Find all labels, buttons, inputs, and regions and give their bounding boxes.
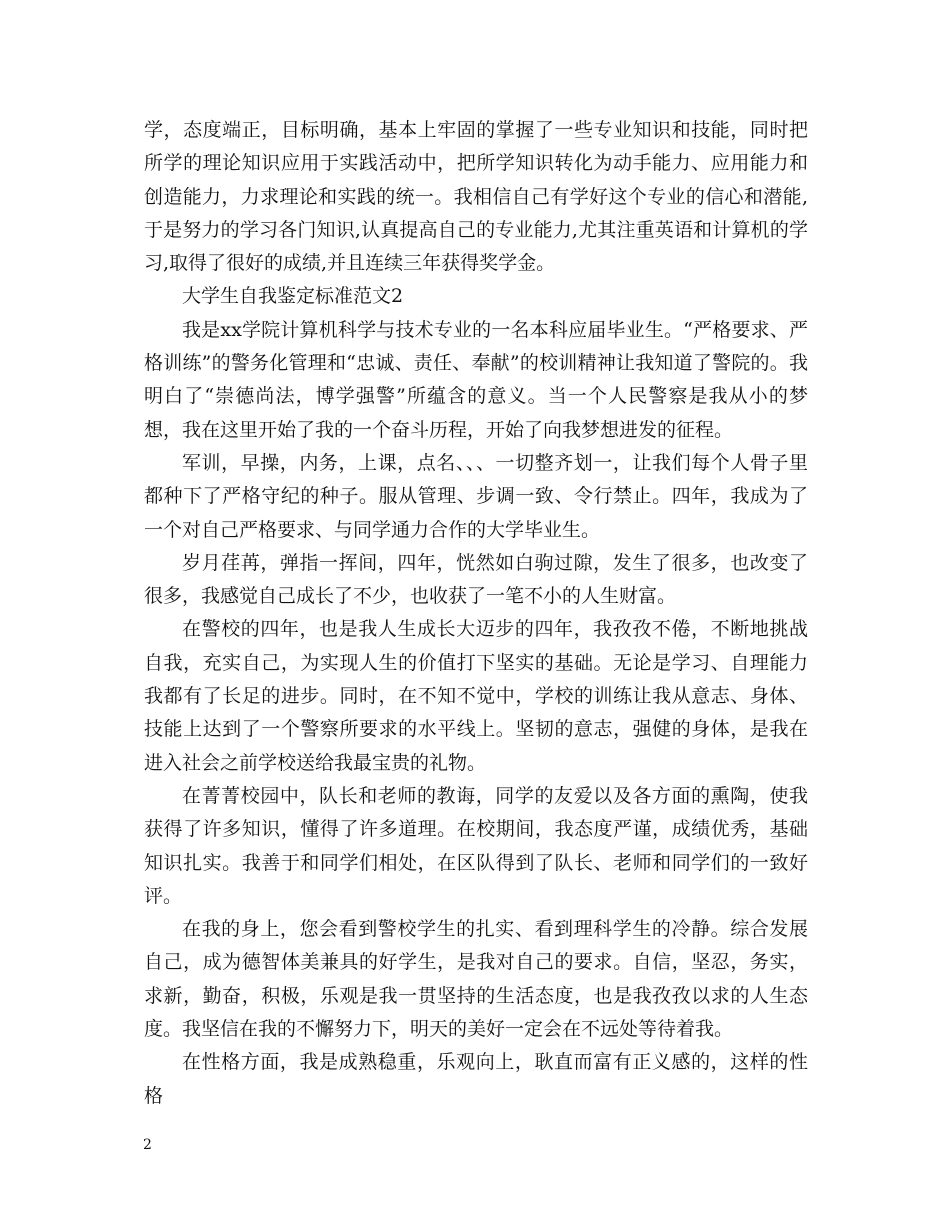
paragraph-growth: 在警校的四年，也是我人生成长大迈步的四年，我孜孜不倦，不断地挑战自我，充实自己，为实现人生的价值打下坚实的基础。无论是学习、自理能力我都有了长足的进步。同时，在不知不觉中，学校的训练让我从意志、身体、技能上达到了一个警察所要求的水平线上。坚韧的意志，强健的身体，是我在进入社会之前学校送给我最宝贵的礼物。 xyxy=(144,618,808,774)
paragraph-introduction: 我是xx学院计算机科学与技术专业的一名本科应届毕业生。“严格要求、严格训练”的警务化管理和“忠诚、责任、奉献”的校训精神让我知道了警院的。我明白了“崇德尚法，博学强警”所蕴含的意义。当一个人民警察是我从小的梦想，我在这里开始了我的一个奋斗历程，开始了向我梦想进发的征程。 xyxy=(144,318,808,441)
paragraph-continued-study: 学，态度端正，目标明确，基本上牢固的掌握了一些专业知识和技能，同时把所学的理论知识应用于实践活动中，把所学知识转化为动手能力、应用能力和创造能力，力求理论和实践的统一。我相信自己有学好这个专业的信心和潜能,于是努力的学习各门知识,认真提高自己的专业能力,尤其注重英语和计算机的学习,取得了很好的成绩,并且连续三年获得奖学金。 xyxy=(144,119,808,275)
paragraph-personality: 在性格方面，我是成熟稳重，乐观向上，耿直而富有正义感的，这样的性格 xyxy=(144,1051,808,1107)
document-body xyxy=(144,114,808,1113)
paragraph-self-requirements: 在我的身上，您会看到警校学生的扎实、看到理科学生的冷静。综合发展自己，成为德智体美兼具的好学生，是我对自己的要求。自信，坚忍，务实，求新，勤奋，积极，乐观是我一贯坚持的生活态度，也是我孜孜以求的人生态度。我坚信在我的不懈努力下，明天的美好一定会在不远处等待着我。 xyxy=(144,918,808,1041)
paragraph-campus: 在菁菁校园中，队长和老师的教诲，同学的友爱以及各方面的熏陶，使我获得了许多知识，懂得了许多道理。在校期间，我态度严谨，成绩优秀，基础知识扎实。我善于和同学们相处，在区队得到了队长、老师和同学们的一致好评。 xyxy=(144,784,808,907)
paragraph-military-training: 军训，早操，内务，上课，点名、、、一切整齐划一，让我们每个人骨子里都种下了严格守纪的种子。服从管理、步调一致、令行禁止。四年，我成为了一个对自己严格要求、与同学通力合作的大学毕业生。 xyxy=(144,451,808,541)
page-number: 2 xyxy=(143,1137,152,1153)
section-heading: 大学生自我鉴定标准范文2 xyxy=(182,285,404,308)
paragraph-four-years: 岁月荏苒，弹指一挥间，四年，恍然如白驹过隙，发生了很多，也改变了很多，我感觉自己成长了不少，也收获了一笔不小的人生财富。 xyxy=(144,551,808,608)
